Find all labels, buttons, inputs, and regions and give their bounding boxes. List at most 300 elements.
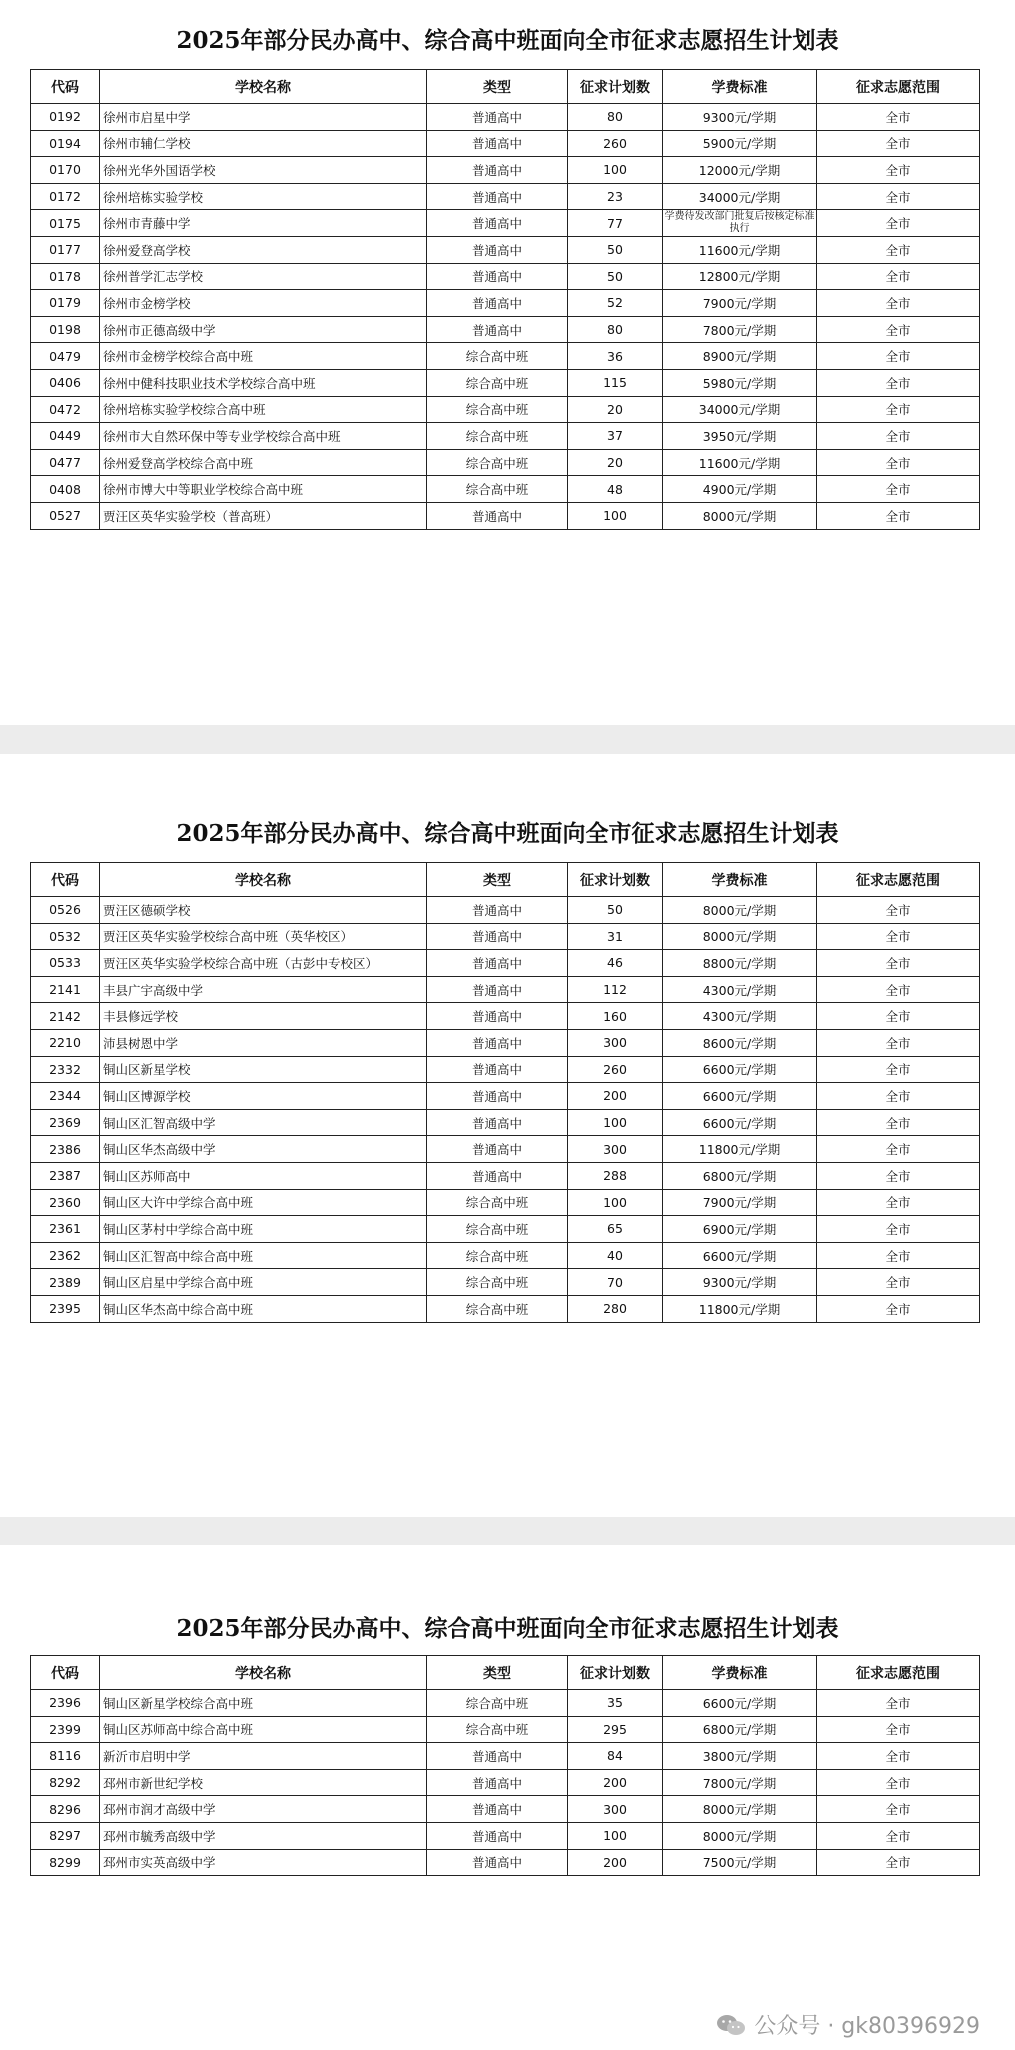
wechat-icon <box>716 2014 746 2036</box>
section-separator <box>0 725 1015 754</box>
cell-type: 普通高中 <box>427 236 568 263</box>
cell-type: 普通高中 <box>427 157 568 184</box>
cell-scope: 全市 <box>817 1822 980 1849</box>
table-row <box>31 1849 980 1876</box>
table-row <box>31 290 980 317</box>
cell-name: 邳州市润才高级中学 <box>100 1796 427 1823</box>
cell-scope: 全市 <box>817 1295 980 1322</box>
section-separator <box>0 1517 1015 1545</box>
cell-fee: 6900元/学期 <box>663 1216 817 1243</box>
cell-count: 260 <box>568 1056 663 1083</box>
column-header: 征求计划数 <box>568 70 663 104</box>
table-row <box>31 950 980 977</box>
cell-name: 徐州市启星中学 <box>100 104 427 131</box>
cell-scope: 全市 <box>817 1716 980 1743</box>
cell-count: 35 <box>568 1690 663 1717</box>
cell-scope: 全市 <box>817 1796 980 1823</box>
cell-fee: 11800元/学期 <box>663 1136 817 1163</box>
cell-fee: 34000元/学期 <box>663 183 817 210</box>
cell-scope: 全市 <box>817 502 980 529</box>
cell-count: 40 <box>568 1242 663 1269</box>
cell-scope: 全市 <box>817 1083 980 1110</box>
watermark <box>716 2009 980 2040</box>
cell-type: 综合高中班 <box>427 1216 568 1243</box>
column-header: 代码 <box>31 70 100 104</box>
cell-count: 200 <box>568 1849 663 1876</box>
table-row <box>31 1003 980 1030</box>
cell-type: 综合高中班 <box>427 1269 568 1296</box>
cell-scope: 全市 <box>817 1690 980 1717</box>
table-row <box>31 1136 980 1163</box>
cell-code: 2332 <box>31 1056 100 1083</box>
cell-count: 48 <box>568 476 663 503</box>
cell-name: 徐州市大自然环保中等专业学校综合高中班 <box>100 423 427 450</box>
cell-count: 23 <box>568 183 663 210</box>
cell-fee: 11600元/学期 <box>663 449 817 476</box>
cell-scope: 全市 <box>817 1242 980 1269</box>
cell-fee: 6600元/学期 <box>663 1056 817 1083</box>
cell-count: 77 <box>568 210 663 237</box>
cell-scope: 全市 <box>817 1056 980 1083</box>
cell-type: 普通高中 <box>427 1822 568 1849</box>
column-header: 征求志愿范围 <box>817 1656 980 1690</box>
cell-fee: 8000元/学期 <box>663 897 817 924</box>
cell-type: 普通高中 <box>427 210 568 237</box>
cell-count: 80 <box>568 104 663 131</box>
cell-type: 综合高中班 <box>427 476 568 503</box>
cell-scope: 全市 <box>817 316 980 343</box>
cell-fee: 6600元/学期 <box>663 1109 817 1136</box>
cell-code: 2395 <box>31 1295 100 1322</box>
column-header: 学费标准 <box>663 70 817 104</box>
cell-type: 普通高中 <box>427 1162 568 1189</box>
cell-scope: 全市 <box>817 923 980 950</box>
column-header: 征求计划数 <box>568 1656 663 1690</box>
table-row <box>31 1269 980 1296</box>
cell-scope: 全市 <box>817 1029 980 1056</box>
column-header: 类型 <box>427 863 568 897</box>
table-row <box>31 130 980 157</box>
table-row <box>31 502 980 529</box>
cell-count: 288 <box>568 1162 663 1189</box>
table-row <box>31 1189 980 1216</box>
cell-name: 铜山区茅村中学综合高中班 <box>100 1216 427 1243</box>
header-row <box>31 1656 980 1690</box>
cell-fee: 7500元/学期 <box>663 1849 817 1876</box>
table-row <box>31 236 980 263</box>
cell-count: 200 <box>568 1083 663 1110</box>
cell-count: 100 <box>568 1109 663 1136</box>
cell-fee: 4300元/学期 <box>663 976 817 1003</box>
cell-type: 普通高中 <box>427 290 568 317</box>
cell-name: 贾汪区英华实验学校综合高中班（英华校区） <box>100 923 427 950</box>
column-header: 征求志愿范围 <box>817 863 980 897</box>
cell-fee: 7900元/学期 <box>663 1189 817 1216</box>
cell-fee: 3800元/学期 <box>663 1743 817 1770</box>
cell-code: 0175 <box>31 210 100 237</box>
cell-count: 100 <box>568 1189 663 1216</box>
table-row <box>31 1242 980 1269</box>
cell-type: 普通高中 <box>427 1743 568 1770</box>
table-row <box>31 1690 980 1717</box>
cell-name: 新沂市启明中学 <box>100 1743 427 1770</box>
cell-name: 徐州光华外国语学校 <box>100 157 427 184</box>
cell-type: 普通高中 <box>427 316 568 343</box>
cell-name: 徐州市辅仁学校 <box>100 130 427 157</box>
cell-fee: 8000元/学期 <box>663 1796 817 1823</box>
cell-scope: 全市 <box>817 130 980 157</box>
cell-type: 综合高中班 <box>427 396 568 423</box>
table-row <box>31 343 980 370</box>
cell-count: 112 <box>568 976 663 1003</box>
cell-scope: 全市 <box>817 290 980 317</box>
cell-code: 0477 <box>31 449 100 476</box>
cell-code: 2386 <box>31 1136 100 1163</box>
cell-scope: 全市 <box>817 1136 980 1163</box>
cell-type: 综合高中班 <box>427 1716 568 1743</box>
cell-count: 80 <box>568 316 663 343</box>
cell-fee: 7800元/学期 <box>663 316 817 343</box>
cell-type: 普通高中 <box>427 130 568 157</box>
table-row <box>31 1056 980 1083</box>
table-title: 2025年部分民办高中、综合高中班面向全市征求志愿招生计划表 <box>176 1615 839 1642</box>
cell-type: 综合高中班 <box>427 449 568 476</box>
cell-code: 0178 <box>31 263 100 290</box>
cell-name: 铜山区新星学校综合高中班 <box>100 1690 427 1717</box>
cell-code: 2387 <box>31 1162 100 1189</box>
cell-code: 0408 <box>31 476 100 503</box>
cell-type: 综合高中班 <box>427 1295 568 1322</box>
table-row <box>31 316 980 343</box>
cell-type: 普通高中 <box>427 976 568 1003</box>
enrollment-plan-table <box>30 69 980 530</box>
table-row <box>31 1083 980 1110</box>
cell-type: 普通高中 <box>427 1109 568 1136</box>
column-header: 学校名称 <box>100 70 427 104</box>
cell-fee: 8000元/学期 <box>663 923 817 950</box>
cell-scope: 全市 <box>817 396 980 423</box>
cell-count: 160 <box>568 1003 663 1030</box>
cell-name: 徐州市金榜学校 <box>100 290 427 317</box>
cell-name: 徐州培栋实验学校综合高中班 <box>100 396 427 423</box>
cell-code: 0526 <box>31 897 100 924</box>
cell-type: 普通高中 <box>427 183 568 210</box>
cell-fee: 9300元/学期 <box>663 1269 817 1296</box>
table-row <box>31 476 980 503</box>
column-header: 类型 <box>427 70 568 104</box>
cell-fee: 5980元/学期 <box>663 369 817 396</box>
cell-name: 铜山区苏师高中 <box>100 1162 427 1189</box>
cell-scope: 全市 <box>817 104 980 131</box>
cell-code: 8116 <box>31 1743 100 1770</box>
cell-name: 贾汪区德硕学校 <box>100 897 427 924</box>
cell-fee: 6800元/学期 <box>663 1716 817 1743</box>
table-row <box>31 369 980 396</box>
cell-type: 普通高中 <box>427 1796 568 1823</box>
cell-name: 丰县广宇高级中学 <box>100 976 427 1003</box>
cell-fee: 11800元/学期 <box>663 1295 817 1322</box>
cell-count: 37 <box>568 423 663 450</box>
cell-name: 贾汪区英华实验学校综合高中班（古彭中专校区） <box>100 950 427 977</box>
cell-fee: 4900元/学期 <box>663 476 817 503</box>
cell-fee: 6600元/学期 <box>663 1083 817 1110</box>
cell-scope: 全市 <box>817 1216 980 1243</box>
header-row <box>31 70 980 104</box>
cell-scope: 全市 <box>817 157 980 184</box>
table-row <box>31 1716 980 1743</box>
cell-code: 2362 <box>31 1242 100 1269</box>
cell-code: 2360 <box>31 1189 100 1216</box>
header-row <box>31 863 980 897</box>
cell-count: 280 <box>568 1295 663 1322</box>
cell-fee: 7800元/学期 <box>663 1769 817 1796</box>
cell-scope: 全市 <box>817 950 980 977</box>
cell-fee: 12000元/学期 <box>663 157 817 184</box>
cell-count: 100 <box>568 1822 663 1849</box>
cell-scope: 全市 <box>817 263 980 290</box>
cell-type: 综合高中班 <box>427 343 568 370</box>
table-row <box>31 210 980 237</box>
table-row <box>31 1029 980 1056</box>
cell-type: 综合高中班 <box>427 1189 568 1216</box>
cell-count: 50 <box>568 236 663 263</box>
enrollment-plan-table <box>30 862 980 1323</box>
cell-count: 300 <box>568 1136 663 1163</box>
cell-scope: 全市 <box>817 1849 980 1876</box>
cell-type: 普通高中 <box>427 897 568 924</box>
cell-name: 邳州市新世纪学校 <box>100 1769 427 1796</box>
cell-fee: 8000元/学期 <box>663 502 817 529</box>
cell-name: 沛县树恩中学 <box>100 1029 427 1056</box>
cell-code: 0192 <box>31 104 100 131</box>
table-row <box>31 1216 980 1243</box>
cell-type: 普通高中 <box>427 1136 568 1163</box>
cell-fee: 8800元/学期 <box>663 950 817 977</box>
cell-code: 8297 <box>31 1822 100 1849</box>
cell-code: 2399 <box>31 1716 100 1743</box>
cell-code: 2344 <box>31 1083 100 1110</box>
cell-type: 综合高中班 <box>427 1242 568 1269</box>
cell-name: 铜山区汇智高中综合高中班 <box>100 1242 427 1269</box>
table-row <box>31 897 980 924</box>
cell-fee: 8600元/学期 <box>663 1029 817 1056</box>
column-header: 征求计划数 <box>568 863 663 897</box>
cell-count: 31 <box>568 923 663 950</box>
cell-type: 普通高中 <box>427 104 568 131</box>
cell-fee: 12800元/学期 <box>663 263 817 290</box>
cell-code: 0194 <box>31 130 100 157</box>
table-row <box>31 1295 980 1322</box>
table-row <box>31 1769 980 1796</box>
cell-count: 20 <box>568 449 663 476</box>
cell-scope: 全市 <box>817 1003 980 1030</box>
cell-count: 300 <box>568 1029 663 1056</box>
cell-name: 徐州普学汇志学校 <box>100 263 427 290</box>
cell-code: 2141 <box>31 976 100 1003</box>
cell-fee: 34000元/学期 <box>663 396 817 423</box>
cell-scope: 全市 <box>817 183 980 210</box>
cell-name: 贾汪区英华实验学校（普高班） <box>100 502 427 529</box>
cell-count: 100 <box>568 157 663 184</box>
cell-count: 36 <box>568 343 663 370</box>
cell-type: 普通高中 <box>427 1029 568 1056</box>
cell-code: 0527 <box>31 502 100 529</box>
cell-code: 0177 <box>31 236 100 263</box>
table-row <box>31 396 980 423</box>
cell-scope: 全市 <box>817 1743 980 1770</box>
cell-count: 295 <box>568 1716 663 1743</box>
cell-scope: 全市 <box>817 476 980 503</box>
cell-fee: 学费待发改部门批复后按核定标准执行 <box>663 210 817 237</box>
cell-name: 徐州培栋实验学校 <box>100 183 427 210</box>
cell-count: 50 <box>568 263 663 290</box>
table-row <box>31 1162 980 1189</box>
column-header: 学校名称 <box>100 1656 427 1690</box>
table-row <box>31 104 980 131</box>
table-row <box>31 1822 980 1849</box>
cell-name: 铜山区大许中学综合高中班 <box>100 1189 427 1216</box>
cell-count: 260 <box>568 130 663 157</box>
cell-type: 综合高中班 <box>427 423 568 450</box>
cell-scope: 全市 <box>817 1189 980 1216</box>
cell-scope: 全市 <box>817 423 980 450</box>
cell-count: 50 <box>568 897 663 924</box>
cell-count: 52 <box>568 290 663 317</box>
cell-name: 徐州爱登高学校综合高中班 <box>100 449 427 476</box>
cell-fee: 8000元/学期 <box>663 1822 817 1849</box>
cell-scope: 全市 <box>817 976 980 1003</box>
cell-name: 徐州中健科技职业技术学校综合高中班 <box>100 369 427 396</box>
cell-type: 普通高中 <box>427 1056 568 1083</box>
cell-count: 200 <box>568 1769 663 1796</box>
cell-name: 徐州市金榜学校综合高中班 <box>100 343 427 370</box>
cell-count: 100 <box>568 502 663 529</box>
table-row <box>31 183 980 210</box>
cell-name: 徐州市博大中等职业学校综合高中班 <box>100 476 427 503</box>
cell-name: 徐州爱登高学校 <box>100 236 427 263</box>
table-row <box>31 923 980 950</box>
cell-name: 铜山区新星学校 <box>100 1056 427 1083</box>
cell-name: 铜山区启星中学综合高中班 <box>100 1269 427 1296</box>
cell-count: 20 <box>568 396 663 423</box>
table-row <box>31 1109 980 1136</box>
cell-code: 0533 <box>31 950 100 977</box>
cell-code: 2361 <box>31 1216 100 1243</box>
table-title: 2025年部分民办高中、综合高中班面向全市征求志愿招生计划表 <box>176 27 839 54</box>
column-header: 学费标准 <box>663 863 817 897</box>
cell-type: 普通高中 <box>427 923 568 950</box>
cell-type: 普通高中 <box>427 1083 568 1110</box>
cell-code: 0532 <box>31 923 100 950</box>
cell-count: 65 <box>568 1216 663 1243</box>
cell-code: 0449 <box>31 423 100 450</box>
cell-type: 普通高中 <box>427 1003 568 1030</box>
cell-name: 铜山区博源学校 <box>100 1083 427 1110</box>
cell-name: 徐州市正德高级中学 <box>100 316 427 343</box>
cell-name: 铜山区苏师高中综合高中班 <box>100 1716 427 1743</box>
cell-code: 2396 <box>31 1690 100 1717</box>
cell-name: 邳州市毓秀高级中学 <box>100 1822 427 1849</box>
cell-count: 70 <box>568 1269 663 1296</box>
cell-code: 8299 <box>31 1849 100 1876</box>
cell-name: 徐州市青藤中学 <box>100 210 427 237</box>
cell-type: 综合高中班 <box>427 369 568 396</box>
cell-fee: 7900元/学期 <box>663 290 817 317</box>
cell-scope: 全市 <box>817 210 980 237</box>
column-header: 代码 <box>31 1656 100 1690</box>
cell-code: 8296 <box>31 1796 100 1823</box>
cell-fee: 6600元/学期 <box>663 1242 817 1269</box>
cell-name: 铜山区华杰高级中学 <box>100 1136 427 1163</box>
cell-code: 0472 <box>31 396 100 423</box>
cell-count: 46 <box>568 950 663 977</box>
watermark-text: 公众号 · gk80396929 <box>754 2014 980 2039</box>
cell-count: 300 <box>568 1796 663 1823</box>
column-header: 类型 <box>427 1656 568 1690</box>
enrollment-plan-table <box>30 1655 980 1876</box>
cell-code: 2210 <box>31 1029 100 1056</box>
table-row <box>31 157 980 184</box>
cell-code: 0406 <box>31 369 100 396</box>
cell-name: 铜山区汇智高级中学 <box>100 1109 427 1136</box>
cell-code: 0179 <box>31 290 100 317</box>
cell-name: 邳州市实英高级中学 <box>100 1849 427 1876</box>
table-row <box>31 976 980 1003</box>
cell-type: 普通高中 <box>427 1769 568 1796</box>
cell-type: 综合高中班 <box>427 1690 568 1717</box>
cell-scope: 全市 <box>817 1769 980 1796</box>
table-row <box>31 1796 980 1823</box>
cell-scope: 全市 <box>817 236 980 263</box>
cell-name: 铜山区华杰高中综合高中班 <box>100 1295 427 1322</box>
cell-scope: 全市 <box>817 1109 980 1136</box>
cell-scope: 全市 <box>817 1269 980 1296</box>
cell-type: 普通高中 <box>427 950 568 977</box>
cell-code: 2142 <box>31 1003 100 1030</box>
cell-type: 普通高中 <box>427 502 568 529</box>
cell-type: 普通高中 <box>427 263 568 290</box>
cell-code: 0170 <box>31 157 100 184</box>
cell-code: 0479 <box>31 343 100 370</box>
cell-fee: 6600元/学期 <box>663 1690 817 1717</box>
column-header: 代码 <box>31 863 100 897</box>
cell-scope: 全市 <box>817 449 980 476</box>
column-header: 学校名称 <box>100 863 427 897</box>
cell-fee: 6800元/学期 <box>663 1162 817 1189</box>
cell-scope: 全市 <box>817 1162 980 1189</box>
cell-code: 2369 <box>31 1109 100 1136</box>
cell-fee: 5900元/学期 <box>663 130 817 157</box>
cell-fee: 9300元/学期 <box>663 104 817 131</box>
column-header: 学费标准 <box>663 1656 817 1690</box>
table-row <box>31 449 980 476</box>
cell-count: 115 <box>568 369 663 396</box>
cell-scope: 全市 <box>817 897 980 924</box>
table-title: 2025年部分民办高中、综合高中班面向全市征求志愿招生计划表 <box>176 820 839 847</box>
cell-scope: 全市 <box>817 343 980 370</box>
column-header: 征求志愿范围 <box>817 70 980 104</box>
cell-code: 2389 <box>31 1269 100 1296</box>
cell-code: 8292 <box>31 1769 100 1796</box>
cell-type: 普通高中 <box>427 1849 568 1876</box>
table-row <box>31 423 980 450</box>
cell-name: 丰县修远学校 <box>100 1003 427 1030</box>
table-row <box>31 263 980 290</box>
cell-fee: 3950元/学期 <box>663 423 817 450</box>
cell-fee: 11600元/学期 <box>663 236 817 263</box>
cell-scope: 全市 <box>817 369 980 396</box>
cell-code: 0172 <box>31 183 100 210</box>
